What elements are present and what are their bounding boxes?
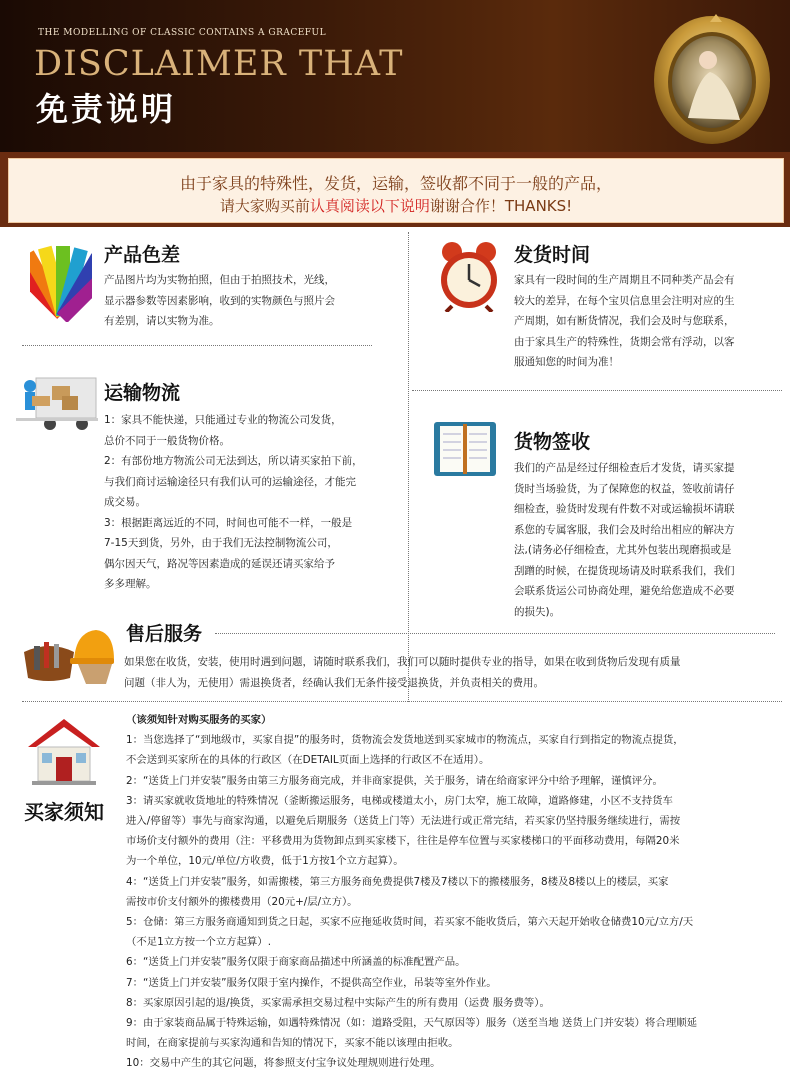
divider-right-1 [412,390,782,391]
delivery-truck-icon [16,368,98,438]
buyer-notice-line: 需按市价支付额外的搬楼费用（20元+/层/立方）。 [126,895,358,908]
after-sales-text [124,652,784,693]
receiving-line: 我们的产品是经过仔细检查后才发货，请买家提 [514,462,735,474]
receiving-title: 货物签收 [514,431,591,453]
receiving-line: 的损失)。 [514,605,561,618]
buyer-notice-line: 10：交易中产生的其它问题，将参照支付宝争议处理规则进行处理。 [126,1057,441,1070]
header-title-cn: 免责说明 [36,90,177,128]
buyer-notice-line: 8：买家原因引起的退/换货，买家需承担交易过程中实际产生的所有费用（运费 服务费等）。 [126,996,550,1009]
shipping-time-line: 家具有一段时间的生产周期且不同种类产品会有 [514,274,735,286]
logistics-line: 成交易。 [104,496,146,508]
banner-line-1: 由于家具的特殊性，发货，运输，签收都不同于一般的产品， [179,174,612,193]
tool-belt-helmet-icon [20,618,114,688]
receiving-line: 细检查，验货时发现有件数不对或运输损坏请联 [514,503,735,515]
shipping-time-line: 较大的差异，在每个宝贝信息里会注明对应的生 [514,294,735,307]
portrait-frame-image [648,8,776,148]
after-sales-line: 问题（非人为，无使用）需退换货者，经确认我们无条件接受退换货，并负责相关的费用。 [124,676,544,689]
buyer-notice-line: 不会送到买家所在的具体的行政区（在DETAIL页面上选择的行政区不在适用）。 [126,754,490,767]
logistics-text [104,410,394,595]
buyer-notice-line: （不足1立方按一个立方起算）. [126,936,271,949]
after-sales-line: 如果您在收货，安装，使用时遇到问题，请随时联系我们，我们可以随时提供专业的指导，如果在收到货物后发现有质量 [124,656,681,668]
banner-line-2-highlight: 认真阅读以下说明 [309,197,430,215]
logistics-title: 运输物流 [104,382,181,404]
color-diff-text [104,270,394,332]
banner-line-2-c: 谢谢合作！THANKS! [429,197,573,215]
shipping-time-line: 服通知您的时间为准！ [514,356,619,368]
buyer-notice-line: 2：“送货上门并安装”服务由第三方服务商完成，并非商家提供，关于服务，请在给商家评分中给予理解，谨慎评分。 [126,774,663,787]
logistics-line: 2：有部份地方物流公司无法到达，所以请买家拍下前， [104,455,363,467]
color-diff-line: 显示器参数等因素影响，收到的实物颜色与照片会 [104,294,335,307]
banner-line-2-a: 请大家购买前 [219,197,310,215]
buyer-notice-line: 时间，在商家提前与买家沟通和告知的情况下，买家不能以该理由拒收。 [126,1037,459,1050]
receiving-line: 刮蹭的时候，在提货现场请及时联系我们，我们 [514,564,735,577]
column-divider [408,232,409,702]
logistics-line: 1：家具不能快递，只能通过专业的物流公司发货， [104,414,342,426]
logistics-line: 3：根据距离远近的不同，时间也可能不一样，一般是 [104,516,353,529]
color-diff-line: 有差别，请以实物为准。 [104,315,220,327]
header-title: DISCLAIMER THAT [34,44,404,84]
buyer-notice-line: 1：当您选择了“到地级市，买家自提”的服务时，货物流会发货地送到买家城市的物流点，买家自行到指定的物流点提货， [126,734,684,747]
buyer-notice-title: 买家须知 [24,800,104,824]
buyer-notice-line: 3：请买家就收货地址的特殊情况（釜断搬运服务，电梯或楼道太小，房门太窄，施工故障，道路修建，小区不支持货车 [126,794,673,807]
color-diff-title: 产品色差 [104,244,181,266]
buyer-notice-line: 为一个单位，10元/单位/方收费，低于1方按1个立方起算）。 [126,855,404,868]
logistics-line: 偶尔因天气，路况等因素造成的延误还请买家给予 [104,557,335,570]
buyer-notice-text [126,710,786,1074]
color-diff-line: 产品图片均为实物拍照，但由于拍照技术，光线， [104,274,335,286]
house-icon [26,717,102,787]
buyer-notice-line: 7：“送货上门并安装”服务仅限于室内操作，不提供高空作业，吊装等室外作业。 [126,976,497,989]
logistics-line: 总价不同于一般货物价格。 [104,434,230,447]
shipping-time-text [514,270,776,373]
banner-line-2 [9,195,783,216]
receiving-line: 货时当场验货，为了保障您的权益，签收前请仔 [514,482,735,495]
divider-left-1 [22,345,372,346]
receiving-line: 法,(请务必仔细检查，尤其外包装出现磨损或是 [514,544,732,556]
logistics-line: 多多理解。 [104,578,157,590]
buyer-notice-line: 5：仓储：第三方服务商通知到货之日起，买家不应拖延收货时间，若买家不能收货后，第六天起开始收仓储费10元/立方/天 [126,916,694,929]
buyer-notice-heading: （该须知针对购买服务的买家） [126,714,272,726]
logistics-line: 7-15天到货，另外，由于我们无法控制物流公司， [104,537,338,549]
receiving-text [514,458,776,622]
shipping-time-title: 发货时间 [514,244,591,266]
receiving-line: 系您的专属客服，我们会及时给出相应的解决方 [514,523,735,536]
notebook-icon [432,420,498,478]
header-subtitle: THE MODELLING OF CLASSIC CONTAINS A GRACEFUL [38,28,327,38]
color-swatch-icon [30,240,92,322]
buyer-notice-line: 市场价支付额外的费用（注：平移费用为货物卸点到买家楼下，往往是停车位置与买家楼梯口的平面移动费用，每隔20米 [126,835,680,848]
receiving-line: 会联系货运公司协商处理，避免给您造成不必要 [514,585,735,597]
after-sales-title: 售后服务 [126,623,203,645]
buyer-notice-line: 4：“送货上门并安装”服务，如需搬楼，第三方服务商免费提供7楼及7楼以下的搬楼服务，8楼及8楼以上的楼层，买家 [126,875,669,888]
buyer-notice-line: 进入/停留等）事先与商家沟通，以避免后期服务（送货上门等）无法进行或正常完结，若买家仍坚持服务继续进行，需按 [126,815,681,828]
shipping-time-line: 产周期，如有断货情况，我们会及时与您联系， [514,315,735,327]
divider-buyer-notice [22,701,782,702]
header-banner [0,0,790,152]
shipping-time-line: 由于家具生产的特殊性，货期会常有浮动，以客 [514,335,735,348]
alarm-clock-icon [438,240,500,312]
divider-after-sales [215,633,775,634]
buyer-notice-line: 9：由于家装商品属于特殊运输，如遇特殊情况（如：道路受阻，天气原因等）服务（送至当地 送货上门并安装）将合理顺延 [126,1017,698,1030]
notice-banner [0,152,790,227]
logistics-line: 与我们商讨运输途径只有我们认可的运输途径，才能完 [104,475,356,488]
buyer-notice-line: 6：“送货上门并安装”服务仅限于商家商品描述中所涵盖的标准配置产品。 [126,956,466,969]
